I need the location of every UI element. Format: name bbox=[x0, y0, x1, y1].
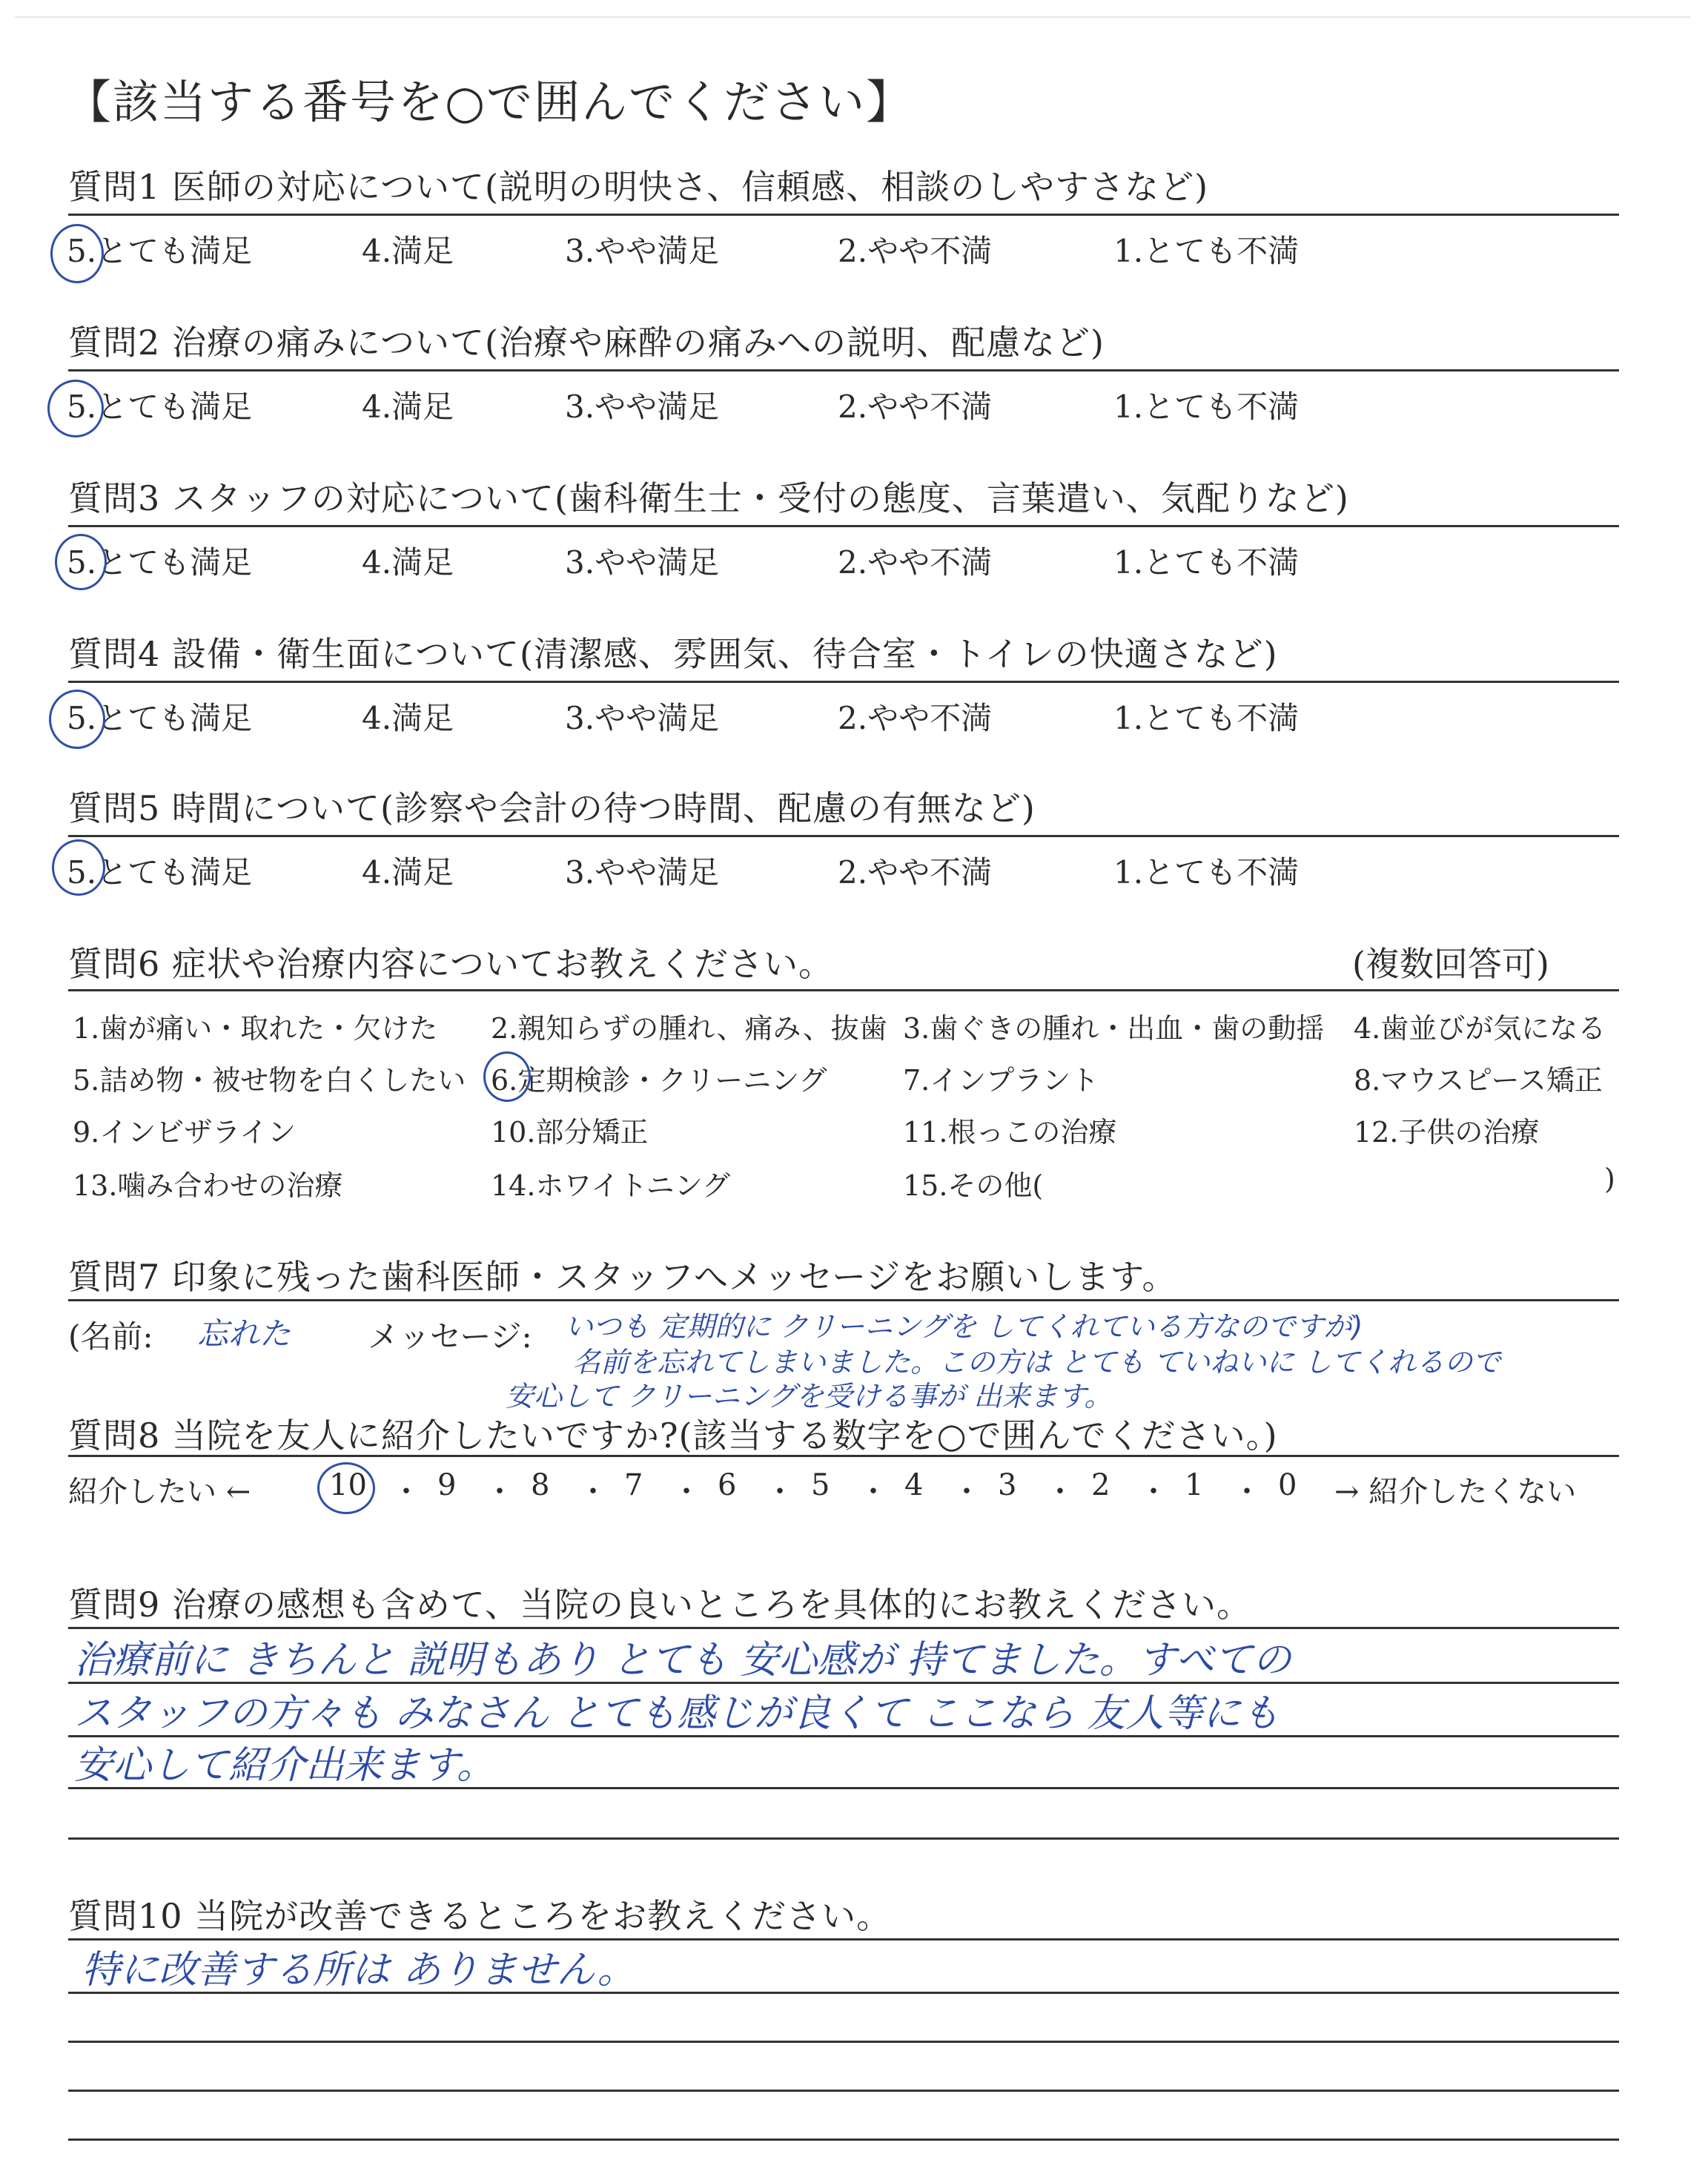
q8-scale-sep: ・ bbox=[1139, 1475, 1168, 1509]
q8-scale-2[interactable]: 2 bbox=[1091, 1468, 1110, 1502]
q1-answer-circle bbox=[50, 224, 104, 283]
q8-scale-6[interactable]: 6 bbox=[718, 1468, 737, 1502]
q10-title: 質問10 当院が改善できるところをお教えください。 bbox=[68, 1896, 892, 1936]
q6-option-5[interactable]: 5.詰め物・被せ物を白くしたい bbox=[73, 1064, 466, 1097]
q8-scale-sep: ・ bbox=[1232, 1475, 1262, 1509]
q2-option-1[interactable]: 1.とても不満 bbox=[1113, 389, 1300, 425]
q4-rule bbox=[68, 681, 1619, 683]
q6-option-2[interactable]: 2.親知らずの腫れ、痛み、抜歯 bbox=[491, 1012, 887, 1045]
q6-option-14[interactable]: 14.ホワイトニング bbox=[491, 1169, 731, 1202]
q8-scale-sep: ・ bbox=[391, 1475, 421, 1509]
q3-option-3[interactable]: 3.やや満足 bbox=[565, 544, 720, 581]
q8-scale-8[interactable]: 8 bbox=[531, 1468, 550, 1502]
q6-title: 質問6 症状や治療内容についてお教えください。 bbox=[68, 944, 833, 984]
q2-answer-circle bbox=[47, 380, 104, 437]
q3-option-4[interactable]: 4.満足 bbox=[362, 544, 454, 581]
q3-title: 質問3 スタッフの対応について(歯科衛生士・受付の態度、言葉遣い、気配りなど) bbox=[68, 478, 1349, 518]
page-top-edge bbox=[15, 16, 1690, 18]
q4-title: 質問4 設備・衛生面について(清潔感、雰囲気、待合室・トイレの快適さなど) bbox=[68, 634, 1278, 674]
q8-answer-circle bbox=[317, 1462, 375, 1514]
q10-rule-5 bbox=[68, 2138, 1619, 2141]
q8-scale-1[interactable]: 1 bbox=[1185, 1468, 1204, 1502]
q1-option-3[interactable]: 3.やや満足 bbox=[565, 233, 720, 269]
q5-answer-circle bbox=[52, 839, 105, 896]
q5-option-4[interactable]: 4.満足 bbox=[362, 854, 454, 891]
q7-message-line-3[interactable]: 安心して クリーニングを受ける事が 出来ます。 bbox=[506, 1380, 1113, 1413]
q7-name-label: (名前: bbox=[68, 1318, 153, 1355]
q5-option-1[interactable]: 1.とても不満 bbox=[1113, 854, 1300, 891]
q1-option-4[interactable]: 4.満足 bbox=[362, 233, 454, 269]
q10-rule-4 bbox=[68, 2090, 1619, 2092]
q5-option-5[interactable]: 5.とても満足 bbox=[67, 854, 253, 891]
q1-rule bbox=[68, 214, 1619, 216]
q10-answer-line-1[interactable]: 特に改善する所は ありません。 bbox=[82, 1948, 636, 1992]
q8-scale-5[interactable]: 5 bbox=[811, 1468, 830, 1502]
q8-scale-4[interactable]: 4 bbox=[904, 1468, 924, 1502]
q1-title: 質問1 医師の対応について(説明の明快さ、信頼感、相談のしやすさなど) bbox=[68, 167, 1209, 207]
q6-option-1[interactable]: 1.歯が痛い・取れた・欠けた bbox=[73, 1012, 438, 1045]
q8-left-label: 紹介したい ← bbox=[68, 1475, 251, 1509]
q4-option-4[interactable]: 4.満足 bbox=[362, 700, 454, 736]
q9-answer-line-3[interactable]: 安心して紹介出来ます。 bbox=[74, 1743, 495, 1788]
q5-option-2[interactable]: 2.やや不満 bbox=[838, 854, 993, 891]
q2-option-2[interactable]: 2.やや不満 bbox=[838, 389, 993, 425]
q3-option-1[interactable]: 1.とても不満 bbox=[1113, 544, 1300, 581]
q9-rule-5 bbox=[68, 1837, 1619, 1840]
q7-rule bbox=[68, 1299, 1619, 1301]
q6-option-15[interactable]: 15.その他( bbox=[903, 1169, 1044, 1202]
q1-option-2[interactable]: 2.やや不満 bbox=[838, 233, 993, 269]
q8-scale-sep: ・ bbox=[485, 1475, 514, 1509]
q8-scale-sep: ・ bbox=[858, 1475, 888, 1509]
q6-multiple-note: (複数回答可) bbox=[1352, 944, 1549, 984]
q6-option-13[interactable]: 13.噛み合わせの治療 bbox=[73, 1169, 343, 1202]
q8-scale-sep: ・ bbox=[672, 1475, 701, 1509]
q2-title: 質問2 治療の痛みについて(治療や麻酔の痛みへの説明、配慮など) bbox=[68, 323, 1105, 363]
q9-title: 質問9 治療の感想も含めて、当院の良いところを具体的にお教えください。 bbox=[68, 1585, 1251, 1625]
q1-option-5[interactable]: 5.とても満足 bbox=[67, 233, 253, 269]
q7-title: 質問7 印象に残った歯科医師・スタッフへメッセージをお願いします。 bbox=[68, 1257, 1177, 1297]
q6-other-close-paren: ) bbox=[1604, 1163, 1615, 1195]
q10-rule-3 bbox=[68, 2041, 1619, 2043]
q4-option-5[interactable]: 5.とても満足 bbox=[67, 700, 253, 736]
q3-option-5[interactable]: 5.とても満足 bbox=[67, 544, 253, 581]
q8-right-label: → 紹介したくない bbox=[1334, 1475, 1577, 1509]
q4-answer-circle bbox=[49, 690, 105, 749]
q7-message-label: メッセージ: bbox=[368, 1318, 532, 1355]
q6-option-6[interactable]: 6.定期検診・クリーニング bbox=[491, 1064, 827, 1097]
q8-scale-0[interactable]: 0 bbox=[1278, 1468, 1297, 1502]
q3-answer-circle bbox=[55, 534, 107, 590]
q7-message-line-2[interactable]: 名前を忘れてしまいました。この方は とても ていねいに してくれるので bbox=[572, 1346, 1501, 1378]
q6-option-8[interactable]: 8.マウスピース矯正 bbox=[1354, 1064, 1603, 1097]
q8-rule bbox=[68, 1455, 1619, 1457]
q4-option-3[interactable]: 3.やや満足 bbox=[565, 700, 720, 736]
q6-option-10[interactable]: 10.部分矯正 bbox=[491, 1116, 649, 1149]
q1-option-1[interactable]: 1.とても不満 bbox=[1113, 233, 1300, 269]
q8-scale-3[interactable]: 3 bbox=[998, 1468, 1017, 1502]
q2-rule bbox=[68, 369, 1619, 371]
q8-scale-sep: ・ bbox=[765, 1475, 795, 1509]
q5-rule bbox=[68, 835, 1619, 837]
page-title: 【該当する番号を○で囲んでください】 bbox=[65, 75, 914, 129]
q8-scale-7[interactable]: 7 bbox=[624, 1468, 643, 1502]
q8-title: 質問8 当院を友人に紹介したいですか?(該当する数字を○で囲んでください。) bbox=[68, 1416, 1278, 1456]
q3-rule bbox=[68, 525, 1619, 527]
q6-option-7[interactable]: 7.インプラント bbox=[903, 1064, 1099, 1097]
q6-option-3[interactable]: 3.歯ぐきの腫れ・出血・歯の動揺 bbox=[903, 1012, 1325, 1045]
q4-option-1[interactable]: 1.とても不満 bbox=[1113, 700, 1300, 736]
q2-option-5[interactable]: 5.とても満足 bbox=[67, 389, 253, 425]
q6-option-12[interactable]: 12.子供の治療 bbox=[1354, 1116, 1540, 1149]
q6-option-4[interactable]: 4.歯並びが気になる bbox=[1354, 1012, 1606, 1045]
q6-option-11[interactable]: 11.根っこの治療 bbox=[903, 1116, 1117, 1149]
q9-answer-line-1[interactable]: 治療前に きちんと 説明もあり とても 安心感が 持てました。すべての bbox=[74, 1638, 1291, 1682]
q7-message-line-1[interactable]: いつも 定期的に クリーニングを してくれている方なのですが) bbox=[565, 1310, 1363, 1343]
q5-option-3[interactable]: 3.やや満足 bbox=[565, 854, 720, 891]
q7-name-value[interactable]: 忘れた bbox=[197, 1315, 291, 1352]
q2-option-3[interactable]: 3.やや満足 bbox=[565, 389, 720, 425]
q8-scale-sep: ・ bbox=[952, 1475, 982, 1509]
q9-answer-line-2[interactable]: スタッフの方々も みなさん とても感じが良くて ここなら 友人等にも bbox=[74, 1691, 1280, 1736]
q8-scale-10[interactable]: 10 bbox=[329, 1468, 367, 1502]
q6-answer-circle bbox=[483, 1051, 531, 1102]
q8-scale-9[interactable]: 9 bbox=[437, 1468, 457, 1502]
q3-option-2[interactable]: 2.やや不満 bbox=[838, 544, 993, 581]
q4-option-2[interactable]: 2.やや不満 bbox=[838, 700, 993, 736]
q2-option-4[interactable]: 4.満足 bbox=[362, 389, 454, 425]
q5-title: 質問5 時間について(診察や会計の待つ時間、配慮の有無など) bbox=[68, 788, 1036, 828]
q8-scale-sep: ・ bbox=[578, 1475, 608, 1509]
q8-scale-sep: ・ bbox=[1045, 1475, 1075, 1509]
q6-rule bbox=[68, 989, 1619, 991]
q6-option-9[interactable]: 9.インビザライン bbox=[73, 1116, 297, 1149]
